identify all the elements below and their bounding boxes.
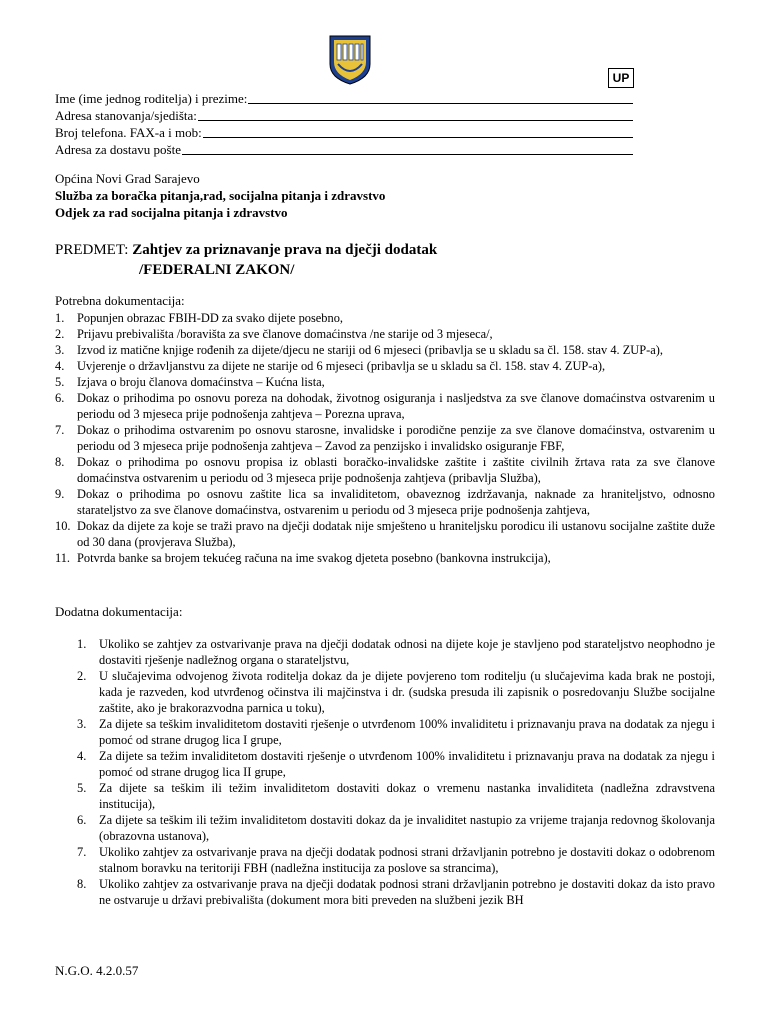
list-item-number: 5.: [55, 375, 65, 389]
municipality-name: Općina Novi Grad Sarajevo: [55, 171, 200, 186]
mail-address-label: Adresa za dostavu pošte: [55, 142, 181, 157]
list-item-number: 8.: [77, 877, 87, 891]
list-item-text: U slučajevima odvojenog života roditelja dokaz da je dijete povjereno tom roditelju (u slučajevima kada brak ne postoji, kada je razveden, kod utvrđenog očinstva ili majčinstva i dr. (sudska presuda ili zapisnik o posredovanju Službe socijalne zaštite, ako je brakorazvodna parnica u toku),: [99, 669, 715, 715]
list-item-text: Dokaz o prihodima po osnovu poreza na dohodak, životnog osiguranja i nasljedstva za sve članove domaćinstva ostvarenim u periodu od 3 mjeseca prije podnošenja zahtjeva – Porezna uprava,: [77, 391, 715, 421]
phone-line[interactable]: [203, 124, 633, 138]
additional-docs-title: Dodatna dokumentacija:: [55, 604, 183, 619]
phone-field[interactable]: [55, 124, 633, 141]
list-item-text: Za dijete sa teškim ili težim invaliditetom dostaviti dokaz o vremenu nastanka invaliditeta (nadležna zdravstvena institucija),: [99, 781, 715, 811]
list-item: [55, 876, 715, 908]
list-item-text: Ukoliko se zahtjev za ostvarivanje prava na dječji dodatak odnosi na dijete koje je stavljeno pod starateljstvo neophodno je dostaviti rješenje nadležnog organa o starateljstvu,: [99, 637, 715, 667]
list-item-text: Za dijete sa težim invaliditetom dostaviti rješenje o utvrđenom 100% invaliditetu i priznavanju prava na dodatak za njegu i pomoć od strane drugog lica II grupe,: [99, 749, 715, 779]
list-item-number: 7.: [55, 423, 65, 437]
list-item: [55, 748, 715, 780]
phone-label: Broj telefona. FAX-a i mob:: [55, 125, 202, 140]
list-item-text: Izvod iz matične knjige rođenih za dijete/djecu ne stariji od 6 mjeseci (pribavlja se u skladu sa čl. 158. stav 4. ZUP-a),: [77, 343, 663, 357]
list-item-number: 4.: [55, 359, 65, 373]
required-docs-list: [55, 310, 715, 566]
list-item-text: Popunjen obrazac FBIH-DD za svako dijete posebno,: [77, 311, 343, 325]
list-item: [55, 358, 715, 374]
list-item-text: Ukoliko zahtjev za ostvarivanje prava na dječji dodatak podnosi strani državljanin potrebno je dostaviti dokaz o odobrenom stalnom boravku na teritoriji FBH (nadležna institucija za poslove sa strancima),: [99, 845, 715, 875]
list-item-number: 11.: [55, 551, 71, 565]
department-name: Odjek za rad socijalna pitanja i zdravstvo: [55, 205, 288, 220]
list-item-number: 3.: [55, 343, 65, 357]
list-item-number: 1.: [77, 637, 87, 651]
list-item: [55, 518, 715, 550]
address-line[interactable]: [198, 107, 633, 121]
mail-address-line[interactable]: [182, 141, 633, 155]
parent-name-field[interactable]: [55, 90, 633, 107]
list-item-text: Potvrda banke sa brojem tekućeg računa na ime svakog djeteta posebno (bankovna instrukcija),: [77, 551, 551, 565]
list-item-text: Dokaz o prihodima ostvarenim po osnovu starosne, invalidske i porodične penzije za sve članove domaćinstva, ostvarenim u periodu od 3 mjeseca prije podnošenja zahtjeva – Zavod za penzijsko i invalidsko osiguranje FBF,: [77, 423, 715, 453]
document-code: N.G.O. 4.2.0.57: [55, 963, 139, 978]
subject-title: Zahtjev za priznavanje prava na dječji dodatak: [132, 242, 438, 258]
list-item: [55, 390, 715, 422]
additional-docs-list: [55, 636, 715, 908]
list-item-number: 5.: [77, 781, 87, 795]
list-item: [55, 780, 715, 812]
list-item-number: 10.: [55, 519, 71, 533]
addressee-block: [55, 170, 715, 221]
applicant-fields: [55, 90, 633, 158]
list-item-text: Ukoliko zahtjev za ostvarivanje prava na dječji dodatak podnosi strani državljanin potrebno je dostaviti dokaz da isto pravo ne ostvaruje u državi prebivališta (dokument mora biti preveden na službeni jezik BH: [99, 877, 715, 907]
list-item: [55, 812, 715, 844]
subject-block: [55, 240, 715, 280]
address-label: Adresa stanovanja/sjedišta:: [55, 108, 197, 123]
mail-address-field[interactable]: [55, 141, 633, 158]
list-item-number: 2.: [55, 327, 65, 341]
list-item: [55, 636, 715, 668]
parent-name-label: Ime (ime jednog roditelja) i prezime:: [55, 91, 248, 106]
list-item: [55, 550, 715, 566]
list-item: [55, 716, 715, 748]
list-item: [55, 342, 715, 358]
parent-name-line[interactable]: [248, 90, 633, 104]
list-item-text: Uvjerenje o državljanstvu za dijete ne starije od 6 mjeseci (pribavlja se u skladu sa čl. 158. stav 4. ZUP-a),: [77, 359, 606, 373]
list-item: [55, 454, 715, 486]
subject-subtitle: /FEDERALNI ZAKON/: [139, 262, 295, 278]
list-item-number: 4.: [77, 749, 87, 763]
list-item-text: Dokaz o prihodima po osnovu zaštite lica sa invaliditetom, obaveznog izdržavanja, naknade za hraniteljstvo, odnosno starateljstvo za sve članove domaćinstva, ostvarenim u periodu od 3 mjeseca prije podnošenja zahtjeva,: [77, 487, 715, 517]
required-docs-title: Potrebna dokumentacija:: [55, 293, 185, 308]
list-item: [55, 486, 715, 518]
list-item: [55, 422, 715, 454]
municipality-crest-icon: [328, 34, 372, 86]
subject-prefix: PREDMET:: [55, 242, 133, 258]
list-item: [55, 310, 715, 326]
list-item-text: Za dijete sa teškim ili težim invaliditetom dostaviti dokaz da je invaliditet nastupio za vrijeme trajanja redovnog školovanja (obrazovna ustanova),: [99, 813, 715, 843]
list-item-number: 1.: [55, 311, 65, 325]
list-item-text: Dokaz da dijete za koje se traži pravo na dječji dodatak nije smješteno u hraniteljsku porodicu ili ustanovu socijalne zaštite duže od 30 dana (provjerava Služba),: [77, 519, 715, 549]
list-item-text: Za dijete sa teškim invaliditetom dostaviti rješenje o utvrđenom 100% invaliditetu i priznavanju prava na dodatak za njegu i pomoć od strane drugog lica I grupe,: [99, 717, 715, 747]
list-item-text: Prijavu prebivališta /boravišta za sve članove domaćinstva /ne starije od 3 mjeseca/,: [77, 327, 493, 341]
list-item: [55, 374, 715, 390]
subject-line: [55, 240, 715, 260]
list-item-number: 8.: [55, 455, 65, 469]
service-name: Služba za boračka pitanja,rad, socijalna pitanja i zdravstvo: [55, 188, 386, 203]
address-field[interactable]: [55, 107, 633, 124]
list-item-number: 2.: [77, 669, 87, 683]
list-item-number: 7.: [77, 845, 87, 859]
list-item: [55, 844, 715, 876]
list-item-number: 3.: [77, 717, 87, 731]
list-item-number: 6.: [55, 391, 65, 405]
list-item: [55, 326, 715, 342]
up-stamp: UP: [608, 68, 634, 88]
list-item-text: Dokaz o prihodima po osnovu propisa iz oblasti boračko-invalidske zaštite i zaštite civilnih žrtava rata za sve članove domaćinstva ostvarenim u periodu od 3 mjeseca prije podnošenja zahtjeva (pribavlja Služba),: [77, 455, 715, 485]
list-item: [55, 668, 715, 716]
list-item-number: 6.: [77, 813, 87, 827]
list-item-text: Izjava o broju članova domaćinstva – Kućna lista,: [77, 375, 325, 389]
list-item-number: 9.: [55, 487, 65, 501]
